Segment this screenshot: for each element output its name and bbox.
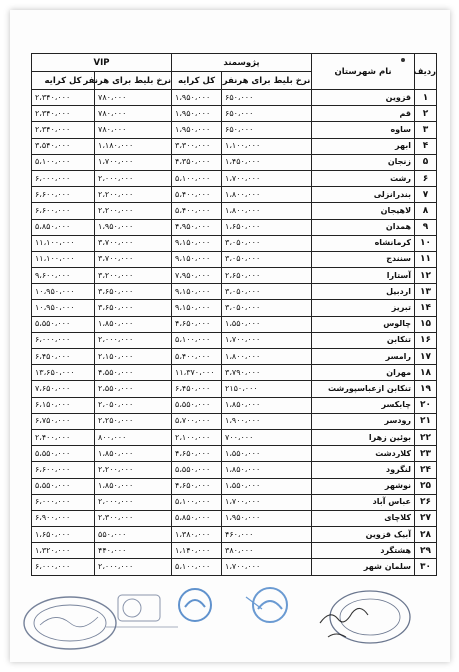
header-pro-total-fare: کل کرایه (172, 72, 222, 90)
vip-total-fare: ۱۱،۱۰۰،۰۰۰ (32, 251, 95, 267)
row-number: ۱۸ (415, 365, 437, 381)
pro-ticket-rate: ۱،۵۵۰،۰۰۰ (222, 446, 312, 462)
table-row (32, 122, 437, 138)
pro-total-fare: ۲،۱۰۰،۰۰۰ (172, 429, 222, 445)
row-number: ۱۱ (415, 251, 437, 267)
vip-ticket-rate: ۲،۲۰۰،۰۰۰ (95, 187, 172, 203)
pro-ticket-rate: ۲۱۵۰،۰۰۰ (222, 381, 312, 397)
table-row (32, 235, 437, 251)
city-name: آستارا (312, 268, 415, 284)
vip-ticket-rate: ۴،۵۵۰،۰۰۰ (95, 365, 172, 381)
city-name: کلاچای (312, 510, 415, 526)
vip-ticket-rate: ۲،۲۵۰،۰۰۰ (95, 413, 172, 429)
row-number: ۲۸ (415, 527, 437, 543)
row-number: ۲۷ (415, 510, 437, 526)
row-number: ۲۶ (415, 494, 437, 510)
vip-total-fare: ۶،۷۵۰،۰۰۰ (32, 413, 95, 429)
row-number: ۱۲ (415, 268, 437, 284)
vip-total-fare: ۱۱،۱۰۰،۰۰۰ (32, 235, 95, 251)
vip-total-fare: ۳،۵۴۰،۰۰۰ (32, 138, 95, 154)
table-row (32, 543, 437, 559)
vip-ticket-rate: ۲،۰۰۰،۰۰۰ (95, 559, 172, 575)
table-row (32, 365, 437, 381)
table-row (32, 559, 437, 575)
vip-ticket-rate: ۳،۷۰۰،۰۰۰ (95, 235, 172, 251)
pro-ticket-rate: ۱،۸۰۰،۰۰۰ (222, 203, 312, 219)
table-row (32, 170, 437, 186)
pro-total-fare: ۹،۱۵۰،۰۰۰ (172, 300, 222, 316)
vip-ticket-rate: ۳،۲۰۰،۰۰۰ (95, 268, 172, 284)
vip-total-fare: ۶،۶۰۰،۰۰۰ (32, 187, 95, 203)
pro-ticket-rate: ۳،۰۵۰،۰۰۰ (222, 251, 312, 267)
row-number: ۱۰ (415, 235, 437, 251)
row-number: ۲۱ (415, 413, 437, 429)
table-row (32, 397, 437, 413)
vip-total-fare: ۶،۰۰۰،۰۰۰ (32, 332, 95, 348)
vip-total-fare: ۶،۴۵۰،۰۰۰ (32, 349, 95, 365)
vip-ticket-rate: ۳،۶۵۰،۰۰۰ (95, 300, 172, 316)
vip-total-fare: ۵،۱۰۰،۰۰۰ (32, 154, 95, 170)
city-name: رودسر (312, 413, 415, 429)
pro-total-fare: ۳،۳۰۰،۰۰۰ (172, 138, 222, 154)
city-name: زنجان (312, 154, 415, 170)
header-pro-group: پژوسمند (172, 54, 312, 72)
vip-total-fare: ۶،۶۰۰،۰۰۰ (32, 462, 95, 478)
pro-total-fare: ۴،۶۵۰،۰۰۰ (172, 446, 222, 462)
vip-total-fare: ۶،۱۵۰،۰۰۰ (32, 397, 95, 413)
table-row (32, 106, 437, 122)
row-number: ۱۹ (415, 381, 437, 397)
table-row (32, 251, 437, 267)
table-row (32, 268, 437, 284)
pro-total-fare: ۴،۹۵۰،۰۰۰ (172, 219, 222, 235)
city-name: چابکسر (312, 397, 415, 413)
fare-table (31, 53, 437, 576)
vip-ticket-rate: ۴۴۰،۰۰۰ (95, 543, 172, 559)
pro-ticket-rate: ۱،۸۵۰،۰۰۰ (222, 397, 312, 413)
pro-ticket-rate: ۱،۷۰۰،۰۰۰ (222, 170, 312, 186)
vip-total-fare: ۲،۳۴۰،۰۰۰ (32, 90, 95, 106)
vip-ticket-rate: ۲،۲۰۰،۰۰۰ (95, 203, 172, 219)
vip-total-fare: ۹،۶۰۰،۰۰۰ (32, 268, 95, 284)
pro-ticket-rate: ۳،۰۵۰،۰۰۰ (222, 235, 312, 251)
vip-ticket-rate: ۱،۸۵۰،۰۰۰ (95, 446, 172, 462)
row-number: ۱۳ (415, 284, 437, 300)
pro-ticket-rate: ۱،۷۰۰،۰۰۰ (222, 559, 312, 575)
table-row (32, 429, 437, 445)
pro-ticket-rate: ۱،۸۰۰،۰۰۰ (222, 349, 312, 365)
vip-ticket-rate: ۵۵۰،۰۰۰ (95, 527, 172, 543)
pro-total-fare: ۵،۷۰۰،۰۰۰ (172, 413, 222, 429)
vip-total-fare: ۱،۶۵۰،۰۰۰ (32, 527, 95, 543)
vip-ticket-rate: ۲،۲۰۰،۰۰۰ (95, 462, 172, 478)
pro-ticket-rate: ۱،۹۵۰،۰۰۰ (222, 510, 312, 526)
pro-total-fare: ۹،۱۵۰،۰۰۰ (172, 284, 222, 300)
header-city: نام شهرستان (312, 54, 415, 90)
row-number: ۹ (415, 219, 437, 235)
table-row (32, 527, 437, 543)
pro-total-fare: ۶،۴۵۰،۰۰۰ (172, 381, 222, 397)
table-row (32, 203, 437, 219)
city-name: ساوه (312, 122, 415, 138)
table-row (32, 413, 437, 429)
vip-total-fare: ۵،۸۵۰،۰۰۰ (32, 219, 95, 235)
header-vip-group: VIP (32, 54, 172, 72)
pro-ticket-rate: ۶۵۰،۰۰۰ (222, 90, 312, 106)
pro-total-fare: ۵،۱۰۰،۰۰۰ (172, 559, 222, 575)
city-name: آبیک قزوین (312, 527, 415, 543)
vip-total-fare: ۶،۰۰۰،۰۰۰ (32, 559, 95, 575)
pro-total-fare: ۴،۶۵۰،۰۰۰ (172, 316, 222, 332)
row-number: ۳۰ (415, 559, 437, 575)
table-row (32, 300, 437, 316)
blue-company-logo-stamp (179, 589, 211, 621)
table-row (32, 90, 437, 106)
row-number: ۵ (415, 154, 437, 170)
company-stamp-center-left (106, 595, 178, 627)
pro-total-fare: ۱،۳۸۰،۰۰۰ (172, 527, 222, 543)
pro-total-fare: ۵،۴۰۰،۰۰۰ (172, 187, 222, 203)
row-number: ۳ (415, 122, 437, 138)
vip-ticket-rate: ۲،۰۰۰،۰۰۰ (95, 332, 172, 348)
pro-ticket-rate: ۱،۴۵۰،۰۰۰ (222, 154, 312, 170)
pro-total-fare: ۷،۹۵۰،۰۰۰ (172, 268, 222, 284)
vip-total-fare: ۶،۶۰۰،۰۰۰ (32, 203, 95, 219)
city-name: تنکابن (312, 332, 415, 348)
city-name: ابهر (312, 138, 415, 154)
vip-total-fare: ۱،۳۲۰،۰۰۰ (32, 543, 95, 559)
vip-ticket-rate: ۷۸۰،۰۰۰ (95, 106, 172, 122)
pro-ticket-rate: ۱،۷۰۰،۰۰۰ (222, 332, 312, 348)
table-row (32, 284, 437, 300)
pro-total-fare: ۵،۱۰۰،۰۰۰ (172, 170, 222, 186)
pro-total-fare: ۵،۵۵۰،۰۰۰ (172, 462, 222, 478)
vip-total-fare: ۶،۹۰۰،۰۰۰ (32, 510, 95, 526)
city-name: بندرانزلی (312, 187, 415, 203)
pro-ticket-rate: ۲،۶۵۰،۰۰۰ (222, 268, 312, 284)
header-radif: ردیف (415, 54, 437, 90)
table-row (32, 478, 437, 494)
pro-ticket-rate: ۱،۹۰۰،۰۰۰ (222, 413, 312, 429)
vip-ticket-rate: ۳،۷۰۰،۰۰۰ (95, 251, 172, 267)
pro-total-fare: ۱،۹۵۰،۰۰۰ (172, 122, 222, 138)
table-row (32, 138, 437, 154)
vip-total-fare: ۷،۶۵۰،۰۰۰ (32, 381, 95, 397)
pro-total-fare: ۵،۱۰۰،۰۰۰ (172, 494, 222, 510)
vip-ticket-rate: ۸۰۰،۰۰۰ (95, 429, 172, 445)
handwritten-signature (320, 608, 368, 637)
vip-total-fare: ۲،۳۴۰،۰۰۰ (32, 106, 95, 122)
vip-ticket-rate: ۷۸۰،۰۰۰ (95, 90, 172, 106)
row-number: ۸ (415, 203, 437, 219)
city-name: چالوس (312, 316, 415, 332)
vip-ticket-rate: ۱،۹۵۰،۰۰۰ (95, 219, 172, 235)
vip-total-fare: ۱۰،۹۵۰،۰۰۰ (32, 284, 95, 300)
row-number: ۱ (415, 90, 437, 106)
vip-ticket-rate: ۷۸۰،۰۰۰ (95, 122, 172, 138)
row-number: ۴ (415, 138, 437, 154)
row-number: ۶ (415, 170, 437, 186)
pro-total-fare: ۵،۸۵۰،۰۰۰ (172, 510, 222, 526)
vip-ticket-rate: ۲،۱۵۰،۰۰۰ (95, 349, 172, 365)
row-number: ۱۵ (415, 316, 437, 332)
vip-total-fare: ۱۳،۶۵۰،۰۰۰ (32, 365, 95, 381)
vip-ticket-rate: ۱،۱۸۰،۰۰۰ (95, 138, 172, 154)
fare-table-body (32, 90, 437, 576)
pro-ticket-rate: ۳،۷۹۰،۰۰۰ (222, 365, 312, 381)
vip-ticket-rate: ۲،۵۵۰،۰۰۰ (95, 381, 172, 397)
table-row (32, 187, 437, 203)
row-number: ۱۴ (415, 300, 437, 316)
pro-ticket-rate: ۴۶۰،۰۰۰ (222, 527, 312, 543)
pro-total-fare: ۹،۱۵۰،۰۰۰ (172, 235, 222, 251)
pro-total-fare: ۵،۵۵۰،۰۰۰ (172, 397, 222, 413)
pro-total-fare: ۱،۹۵۰،۰۰۰ (172, 90, 222, 106)
pro-total-fare: ۹،۱۵۰،۰۰۰ (172, 251, 222, 267)
table-row (32, 316, 437, 332)
pro-ticket-rate: ۱،۸۵۰،۰۰۰ (222, 462, 312, 478)
table-row (32, 154, 437, 170)
table-row (32, 510, 437, 526)
vip-ticket-rate: ۱،۸۵۰،۰۰۰ (95, 478, 172, 494)
pro-ticket-rate: ۳۸۰،۰۰۰ (222, 543, 312, 559)
row-number: ۲ (415, 106, 437, 122)
row-number: ۲۵ (415, 478, 437, 494)
table-row (32, 494, 437, 510)
city-name: سنندج (312, 251, 415, 267)
pro-ticket-rate: ۶۵۰،۰۰۰ (222, 122, 312, 138)
pro-ticket-rate: ۷۰۰،۰۰۰ (222, 429, 312, 445)
vip-ticket-rate: ۱،۸۵۰،۰۰۰ (95, 316, 172, 332)
vip-total-fare: ۵،۵۵۰،۰۰۰ (32, 446, 95, 462)
vip-ticket-rate: ۲،۳۰۰،۰۰۰ (95, 510, 172, 526)
table-row (32, 446, 437, 462)
pro-ticket-rate: ۱،۷۰۰،۰۰۰ (222, 494, 312, 510)
row-number: ۲۳ (415, 446, 437, 462)
pro-ticket-rate: ۱،۵۵۰،۰۰۰ (222, 478, 312, 494)
pro-ticket-rate: ۳،۰۵۰،۰۰۰ (222, 284, 312, 300)
row-number: ۲۰ (415, 397, 437, 413)
pro-total-fare: ۵،۴۰۰،۰۰۰ (172, 349, 222, 365)
city-name: کرمانشاه (312, 235, 415, 251)
city-name: بوئین زهرا (312, 429, 415, 445)
pro-total-fare: ۴،۳۵۰،۰۰۰ (172, 154, 222, 170)
table-row (32, 332, 437, 348)
city-name: تبریز (312, 300, 415, 316)
vip-ticket-rate: ۱،۷۰۰،۰۰۰ (95, 154, 172, 170)
header-vip-total-fare: کل کرایه (32, 72, 95, 90)
city-name: نوشهر (312, 478, 415, 494)
header-vip-ticket-rate: نرخ بلیط برای هرنفر (95, 72, 172, 90)
city-name: تنکابن ازعباسپورشت (312, 381, 415, 397)
table-row (32, 219, 437, 235)
city-name: قزوین (312, 90, 415, 106)
document-page (10, 10, 450, 662)
stamps-and-signatures (10, 575, 450, 660)
city-name: مهران (312, 365, 415, 381)
city-name: عباس آباد (312, 494, 415, 510)
pro-ticket-rate: ۱،۸۰۰،۰۰۰ (222, 187, 312, 203)
vip-ticket-rate: ۲،۰۵۰،۰۰۰ (95, 397, 172, 413)
city-name: همدان (312, 219, 415, 235)
vip-total-fare: ۲،۳۴۰،۰۰۰ (32, 122, 95, 138)
city-name: لاهیجان (312, 203, 415, 219)
row-number: ۷ (415, 187, 437, 203)
pro-ticket-rate: ۱،۱۰۰،۰۰۰ (222, 138, 312, 154)
vip-total-fare: ۶،۰۰۰،۰۰۰ (32, 170, 95, 186)
vip-total-fare: ۶،۰۰۰،۰۰۰ (32, 494, 95, 510)
table-row (32, 349, 437, 365)
pro-ticket-rate: ۱،۵۵۰،۰۰۰ (222, 316, 312, 332)
city-name: قم (312, 106, 415, 122)
city-name: اردبیل (312, 284, 415, 300)
city-name: رامسر (312, 349, 415, 365)
travel-agency-round-stamp-left (24, 597, 116, 649)
pro-total-fare: ۱۱،۳۷۰،۰۰۰ (172, 365, 222, 381)
pro-total-fare: ۵،۴۰۰،۰۰۰ (172, 203, 222, 219)
pro-total-fare: ۴،۶۵۰،۰۰۰ (172, 478, 222, 494)
vip-total-fare: ۲،۴۰۰،۰۰۰ (32, 429, 95, 445)
pro-ticket-rate: ۱،۶۵۰،۰۰۰ (222, 219, 312, 235)
vip-ticket-rate: ۲،۰۰۰،۰۰۰ (95, 494, 172, 510)
row-number: ۲۲ (415, 429, 437, 445)
pro-total-fare: ۱،۱۴۰،۰۰۰ (172, 543, 222, 559)
table-row (32, 462, 437, 478)
vip-total-fare: ۵،۵۵۰،۰۰۰ (32, 478, 95, 494)
header-pro-ticket-rate: نرخ بلیط برای هرنفر (222, 72, 312, 90)
pro-ticket-rate: ۶۵۰،۰۰۰ (222, 106, 312, 122)
vip-ticket-rate: ۳،۶۵۰،۰۰۰ (95, 284, 172, 300)
city-name: سلمان شهر (312, 559, 415, 575)
vip-ticket-rate: ۲،۰۰۰،۰۰۰ (95, 170, 172, 186)
row-number: ۱۶ (415, 332, 437, 348)
pro-total-fare: ۱،۹۵۰،۰۰۰ (172, 106, 222, 122)
vip-total-fare: ۵،۵۵۰،۰۰۰ (32, 316, 95, 332)
city-name: رشت (312, 170, 415, 186)
blue-company-logo-stamp-right (246, 588, 287, 622)
row-number: ۲۴ (415, 462, 437, 478)
table-row (32, 381, 437, 397)
city-name: لنگرود (312, 462, 415, 478)
pro-ticket-rate: ۳،۰۵۰،۰۰۰ (222, 300, 312, 316)
row-number: ۲۹ (415, 543, 437, 559)
vip-total-fare: ۱۰،۹۵۰،۰۰۰ (32, 300, 95, 316)
row-number: ۱۷ (415, 349, 437, 365)
city-name: کلاردشت (312, 446, 415, 462)
city-name: هشتگرد (312, 543, 415, 559)
pro-total-fare: ۵،۱۰۰،۰۰۰ (172, 332, 222, 348)
